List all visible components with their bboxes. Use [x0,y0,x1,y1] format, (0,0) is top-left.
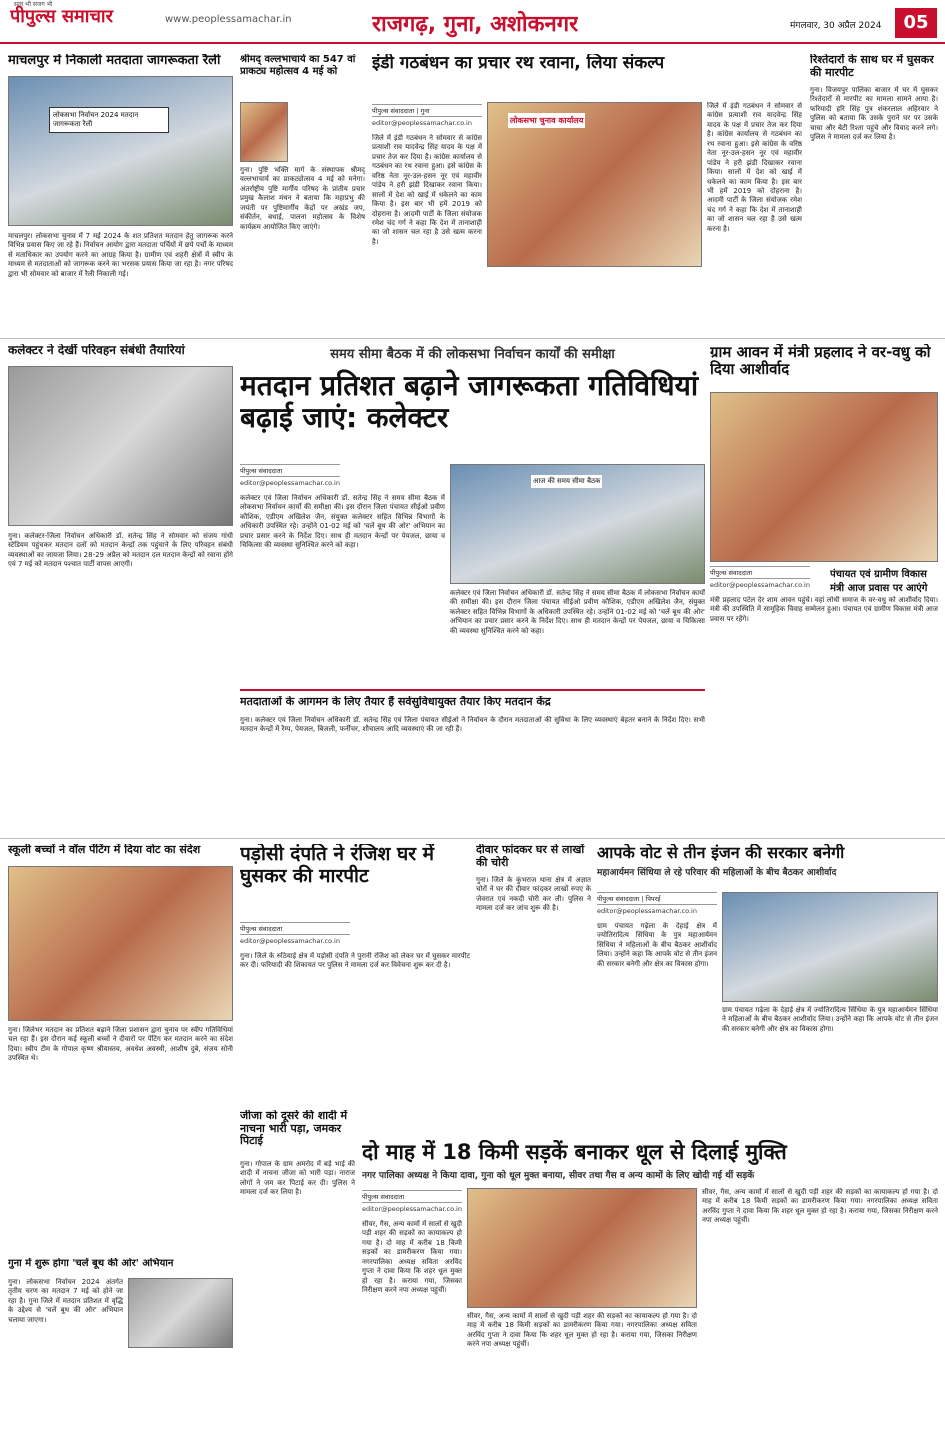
headline: इंडी गठबंधन का प्रचार रथ रवाना, लिया संकल्प [372,54,665,73]
photo-roads [467,1188,697,1308]
email[interactable]: editor@peoplessamachar.co.in [710,581,810,589]
headline: ग्राम आवन में मंत्री प्रहलाद ने वर-वधु को दिया आशीर्वाद [710,344,931,379]
headline: रिश्तेदारों के साथ घर में घुसकर की मारपीट [810,54,934,79]
photo-scindia [722,892,938,1002]
article-text: गुना। पुष्टि भक्ति मार्ग के संस्थापक श्रीमद् वल्लभाचार्य का प्राकट्योत्सव 4 मई को मनेगा। अंतर्राष्ट्रीय पुष्टि मार्गीय परिषद के प्रांतीय प्रचार प्रमुख कैलाश मंथन ने बताया कि महाप्रभु की जयंती पर पुष्टिमार्गीय केंद्रों पर अखंड जप, संकीर्तन, बधाई, पालना महोत्सव के विशेष कार्यक्रम आयोजित किए जाएंगे। [240,166,365,231]
issue-date: मंगलवार, 30 अप्रैल 2024 [790,21,882,31]
divider [0,838,945,839]
region-title: राजगढ़, गुना, अशोकनगर [372,12,579,37]
article-indi: इंडी गठबंधन का प्रचार रथ रवाना, लिया संकल्प पीपुल्स संवाददाता | गुना editor@peoplessamachar.co.in लोकसभा चुनाव कार्यालय जिले में इंडी गठबंधन ने सोमवार से कांग्रेस प्रत्याशी राव यादवेन्द्र सिंह यादव के पक्ष में प्रचार तेज कर दिया है। कांग्रेस कार्यालय से गठबंधन का रथ रवाना हुआ। इसे कांग्रेस के वरिष्ठ नेता नूर-उल-हसन नूर एवं महावीर पांडेय ने हरी झंडी दिखाकर रवाना किया। सालों में देश को खाई में धकेलने का काम किया है। इस बार भी हमें 2019 को दोहराना है। आदमी पार्टी के जिला संयोजक रमेश चंद गर्ग ने कहा कि देश में तानाशाही का जो शासन चल रहा है उसे खत्म करना है। जिले में इंडी गठबंधन ने सोमवार से कांग्रेस प्रत्याशी राव यादवेन्द्र सिंह यादव के पक्ष में प्रचार तेज कर दिया है। कांग्रेस कार्यालय से गठबंधन का रथ रवाना हुआ। इसे कांग्रेस के वरिष्ठ नेता नूर-उल-हसन नूर एवं महावीर पांडेय ने हरी झंडी दिखाकर रवाना किया। सालों में देश को खाई में धकेलने का काम किया है। इस बार भी हमें 2019 को दोहराना है। आदमी पार्टी के जिला संयोजक रमेश चंद गर्ग ने कहा कि देश में तानाशाही का जो शासन चल रहा है उसे खत्म करना है। [372,54,802,334]
masthead [0,0,945,44]
article-text: गुना। विजयपुर पालिका बाजार में घर में घुसकर रिश्तेदारों से मारपीट का मामला सामने आया है। फरियादी हरि सिंह पुत्र शंकरलाल अहिरवार ने पुलिस को बताया कि उसके पुराने घर पर उसके चाचा और बेटी रिश्ता पहुंचे और विवाद करने लगे। पुलिस ने मामला दर्ज कर लिया है। [810,86,938,142]
article-text: जिले में इंडी गठबंधन ने सोमवार से कांग्रेस प्रत्याशी राव यादवेन्द्र सिंह यादव के पक्ष में प्रचार तेज कर दिया है। कांग्रेस कार्यालय से गठबंधन का रथ रवाना हुआ। इसे कांग्रेस के वरिष्ठ नेता नूर-उल-हसन नूर एवं महावीर पांडेय ने हरी झंडी दिखाकर रवाना किया। सालों में देश को खाई में धकेलने का काम किया है। इस बार भी हमें 2019 को दोहराना है। आदमी पार्टी के जिला संयोजक रमेश चंद गर्ग ने कहा कि देश में तानाशाही का जो शासन चल रहा है उसे खत्म करना है। [372,134,482,246]
article-roads [362,1140,938,1440]
article-neighbors [240,844,470,1104]
article-text-cont: सीवर, गैस, अन्य कामों में सालों से खुदी पड़ी शहर की सड़कों का कायाकल्प हो गया है। दो माह में करीब 18 किमी सड़कों का डामरीकरण किया गया। नगरपालिका अध्यक्ष सविता अरविंद गुप्ता ने दावा किया कि शहर धूल मुक्त हो रहा है। कराया गया, जिसका निरीक्षण करने नपा अध्यक्ष पहुंचीं। [467,1312,697,1349]
article-theft [476,844,591,1104]
newspaper-logo: पीपुल्स समाचार [10,6,113,27]
arrival-text: गुना। कलेक्टर एवं जिला निर्वाचन अधिकारी डॉ. सतेन्द्र सिंह एवं जिला पंचायत सीईओ ने निर्वाचन के दौरान मतदाताओं की सुविधा के लिए व्यवस्थाएं बेहतर बनाने के निर्देश दिए। सभी मतदान केन्द्रों में रैम्प, पेयजल, बिजली, फर्नीचर, शौचालय आदि व्यवस्थाएं की जा रही हैं। [240,716,705,734]
photo-prahlad [710,392,938,562]
divider [0,338,945,339]
divider [240,689,705,691]
tagline: सत्य भी सजग भी [14,1,53,8]
byline: पीपुल्स संवाददाता [597,895,640,903]
article-text-cont: ग्राम पंचायत गढ़ेला के देहाई क्षेत्र में ज्योतिरादित्य सिंधिया के पुत्र महाआर्यमन सिंधिया ने महिलाओं के बीच बैठकर आशीर्वाद लिया। उन्होंने कहा कि आपके वोट से तीन इंजन की सरकार बनेगी और क्षेत्र का विकास होगा। [722,1006,938,1033]
email[interactable]: editor@peoplessamachar.co.in [597,907,697,915]
article-text: मंत्री प्रहलाद पटेल देर शाम आवन पहुंचे। वहां लोधी समाज के वर-वधु को आशीर्वाद दिया। मंत्री की उपस्थिति में सामूहिक विवाह सम्मेलन हुआ। पंचायत एवं ग्रामीण विकास मंत्री आज प्रवास पर रहेंगे। [710,596,938,623]
article-text: माचलपुर। लोकसभा चुनाव में 7 मई 2024 के शत प्रतिशत मतदान हेतु जागरूक करने विभिन्न प्रयास किए जा रहे हैं। निर्वाचन आयोग द्वारा मतदाता पर्चियों में छपे पर्चों के माध्यम से मताधिकार का उपयोग करने का आग्रह किया है। ग्रामीण एवं शहरी क्षेत्रों में स्वीप के माध्यम से मतदाताओं को जागरूक करने का भरसक प्रयास किया जा रहा है। नगर परिषद द्वारा भी सोमवार को बाजार में रैली निकाली गई। [8,232,233,278]
email[interactable]: editor@peoplessamachar.co.in [372,119,472,127]
article-text-cont: जिले में इंडी गठबंधन ने सोमवार से कांग्रेस प्रत्याशी राव यादवेन्द्र सिंह यादव के पक्ष में प्रचार तेज कर दिया है। कांग्रेस कार्यालय से गठबंधन का रथ रवाना हुआ। इसे कांग्रेस के वरिष्ठ नेता नूर-उल-हसन नूर एवं महावीर पांडेय ने हरी झंडी दिखाकर रवाना किया। सालों में देश को खाई में धकेलने का काम किया है। इस बार भी हमें 2019 को दोहराना है। आदमी पार्टी के जिला संयोजक रमेश चंद गर्ग ने कहा कि देश में तानाशाही का जो शासन चल रहा है उसे खत्म करना है। [707,102,802,233]
subheadline: नगर पालिका अध्यक्ष ने किया दावा, गुना को धूल मुक्त बनाया, सीवर तथा गैस व अन्य कामों के लिए खोदी गई थीं सड़कें [362,1171,755,1182]
photo-vallabh [240,102,288,162]
article-vallabh [240,54,365,334]
photo-booth [128,1278,233,1348]
headline: कलेक्टर ने देखीं परिवहन संबंधी तैयारियां [8,344,185,357]
dateline: गुना [420,107,430,115]
article-wall [8,844,233,1254]
photo-review [450,464,705,584]
byline: पीपुल्स संवाददाता [240,922,350,935]
kicker: समय सीमा बैठक में की लोकसभा निर्वाचन कार्यों की समीक्षा [330,347,615,362]
article-relatives [810,54,938,334]
rally-banner: लोकसभा निर्वाचन 2024 मतदान जागरूकता रैली [49,107,169,133]
headline: श्रीमद् वल्लभाचार्य का 547 वां प्राकट्य महोत्सव 4 मई को [240,54,356,77]
article-text-cont-2: सीवर, गैस, अन्य कामों में सालों से खुदी पड़ी शहर की सड़कों का कायाकल्प हो गया है। दो माह में करीब 18 किमी सड़कों का डामरीकरण किया गया। नगरपालिका अध्यक्ष सविता अरविंद गुप्ता ने दावा किया कि शहर धूल मुक्त हो रहा है। कराया गया, जिसका निरीक्षण करने नपा अध्यक्ष पहुंचीं। [702,1188,938,1225]
email[interactable]: editor@peoplessamachar.co.in [240,479,340,487]
headline: दो माह में 18 किमी सड़कें बनाकर धूल से दिलाई मुक्ति [362,1140,787,1164]
headline: आपके वोट से तीन इंजन की सरकार बनेगी [597,844,845,862]
headline: गुना में शुरू होगा 'चलें बूथ की ओर' अभियान [8,1258,174,1269]
article-booth [8,1258,233,1438]
arrival-headline: मतदाताओं के आगमन के लिए तैयार हैं सर्वसुविधायुक्त तैयार किए मतदान केंद्र [240,696,551,708]
article-rally [8,54,233,334]
article-jija [240,1110,355,1440]
email[interactable]: editor@peoplessamachar.co.in [362,1205,462,1213]
article-text: कलेक्टर एवं जिला निर्वाचन अधिकारी डॉ. सतेन्द्र सिंह ने समय सीमा बैठक में लोकसभा निर्वाचन कार्यों की समीक्षा की। इस दौरान जिला पंचायत सीईओ प्रवीण कौशिक, एडीएम अखिलेश जैन, संयुक्त कलेक्टर सहित विभिन्न विभागों के अधिकारी उपस्थित रहे। उन्होंने 01-02 मई को 'चलें बूथ की ओर' अभियान का प्रचार प्रसार करने के निर्देश दिए। साथ ही मतदान केन्द्रों पर पेयजल, छाया व चिकित्सा की व्यवस्था सुनिश्चित करने को कहा। [240,494,445,550]
page-number: 05 [895,8,937,38]
byline: पीपुल्स संवाददाता [362,1190,462,1203]
screen-label: आज की समय सीमा बैठक [531,475,602,488]
subheadline: महाआर्यमन सिंधिया ले रहे परिवार की महिलाओं के बीच बैठकर आशीर्वाद [597,868,837,879]
photo-indi [487,102,702,267]
headline: पड़ोसी दंपति ने रंजिश घर में घुसकर की मारपीट [240,844,434,887]
photo-wall [8,866,233,1021]
article-text: गुना। लोकसभा निर्वाचन 2024 अंतर्गत तृतीय चरण का मतदान 7 मई को होने जा रहा है। गुना जिले में मतदान प्रतिशत में वृद्धि के उद्देश्य से 'चलें बूथ की ओर' अभियान चलाया जाएगा। [8,1278,123,1324]
headline: माचलपुर में निकाली मतदाता जागरूकता रैली [8,54,221,68]
photo-transport [8,366,233,526]
article-text: सीवर, गैस, अन्य कामों में सालों से खुदी पड़ी शहर की सड़कों का कायाकल्प हो गया है। दो माह में करीब 18 किमी सड़कों का डामरीकरण किया गया। नगरपालिका अध्यक्ष सविता अरविंद गुप्ता ने दावा किया कि शहर धूल मुक्त हो रहा है। कराया गया, जिसका निरीक्षण करने नपा अध्यक्ष पहुंचीं। [362,1220,462,1295]
byline: पीपुल्स संवाददाता [710,566,810,579]
byline: पीपुल्स संवाददाता [240,464,340,477]
article-text: गुना। गोपाल के ग्राम अमरोद में बड़े भाई की शादी में नाचना जीजा को भारी पड़ा। नाराज लोगों ने जम कर पिटाई कर दी। पुलिस ने मामला दर्ज कर लिया है। [240,1160,355,1197]
article-text: गुना। जिले के कुंभराज थाना क्षेत्र में अज्ञात चोरों ने घर की दीवार फांदकर लाखों रुपए के जेवरात एवं नकदी चोरी कर ली। पुलिस ने मामला दर्ज कर जांच शुरू की है। [476,876,591,913]
headline: मतदान प्रतिशत बढ़ाने जागरूकता गतिविधियां बढ़ाई जाएं: कलेक्टर [240,369,699,435]
email[interactable]: editor@peoplessamachar.co.in [240,937,340,945]
article-text: गुना। जिले के रुठियाई क्षेत्र में पड़ोसी दंपति ने पुरानी रंजिश को लेकर घर में घुसकर मारपीट कर दी। फरियादी की शिकायत पर पुलिस ने मामला दर्ज कर विवेचना शुरू कर दी है। [240,952,470,970]
article-text: गुना। जिलेभर मतदान का प्रतिशत बढ़ाने जिला प्रशासन द्वारा चुनाव पर स्वीप गतिविधियां चल रहा हैं। इस दौरान कई स्कूली बच्चों ने दीवारों पर पेंटिंग कर मतदान करने का संदेश दिया। स्वीप टीम के गोपाल कृष्ण श्रीवास्तव, अवधेश अवस्थी, आशीष दुबे, संजय सोनी उपस्थित थे। [8,1026,233,1063]
photo-sign: लोकसभा चुनाव कार्यालय [508,113,585,128]
article-transport [8,344,233,834]
photo-rally [8,76,233,226]
article-review [240,344,705,834]
dateline: पिपरई [645,895,661,903]
website-url: www.peoplessamachar.in [165,14,292,25]
byline: पीपुल्स संवाददाता [372,107,415,115]
headline: दीवार फांदकर घर से लाखों की चोरी [476,844,585,869]
article-text: गुना। कलेक्टर-जिला निर्वाचन अधिकारी डॉ. सतेन्द्र सिंह ने सोमवार को संजय गांधी स्टेडियम पहुंचकर मतदान दलों को मतदान केन्द्रों तक पहुंचाने के लिए परिवहन संबंधी व्यवस्थाओं का जायजा लिया। 28-29 अप्रैल को मतदान दल मतदान केन्द्रों को रवाना होंगे एवं 7 मई को मतदान पश्चात पार्टी वापस आएगी। [8,532,233,569]
article-text-cont: कलेक्टर एवं जिला निर्वाचन अधिकारी डॉ. सतेन्द्र सिंह ने समय सीमा बैठक में लोकसभा निर्वाचन कार्यों की समीक्षा की। इस दौरान जिला पंचायत सीईओ प्रवीण कौशिक, एडीएम अखिलेश जैन, संयुक्त कलेक्टर सहित विभिन्न विभागों के अधिकारी उपस्थित रहे। उन्होंने 01-02 मई को 'चलें बूथ की ओर' अभियान का प्रचार प्रसार करने के निर्देश दिए। साथ ही मतदान केन्द्रों पर पेयजल, छाया व चिकित्सा की व्यवस्था सुनिश्चित करने को कहा। [450,589,705,635]
headline: जीजा को दूसरे की शादी में नाचना भारी पड़ा, जमकर पिटाई [240,1110,348,1148]
article-prahlad [710,344,938,834]
article-text: ग्राम पंचायत गढ़ेला के देहाई क्षेत्र में ज्योतिरादित्य सिंधिया के पुत्र महाआर्यमन सिंधिया ने महिलाओं के बीच बैठकर आशीर्वाद लिया। उन्होंने कहा कि आपके वोट से तीन इंजन की सरकार बनेगी और क्षेत्र का विकास होगा। [597,922,717,968]
headline: स्कूली बच्चों ने वॉल पेंटिंग में दिया वोट का संदेश [8,844,201,856]
article-scindia: आपके वोट से तीन इंजन की सरकार बनेगी महाआर्यमन सिंधिया ले रहे परिवार की महिलाओं के बीच बैठकर आशीर्वाद पीपुल्स संवाददाता | पिपरई editor@peoplessamachar.co.in ग्राम पंचायत गढ़ेला के देहाई क्षेत्र में ज्योतिरादित्य सिंधिया के पुत्र महाआर्यमन सिंधिया ने महिलाओं के बीच बैठकर आशीर्वाद लिया। उन्होंने कहा कि आपके वोट से तीन इंजन की सरकार बनेगी और क्षेत्र का विकास होगा। ग्राम पंचायत गढ़ेला के देहाई क्षेत्र में ज्योतिरादित्य सिंधिया के पुत्र महाआर्यमन सिंधिया ने महिलाओं के बीच बैठकर आशीर्वाद लिया। उन्होंने कहा कि आपके वोट से तीन इंजन की सरकार बनेगी और क्षेत्र का विकास होगा। [597,844,938,1134]
sidebar-headline: पंचायत एवं ग्रामीण विकास मंत्री आज प्रवास पर आएंगे [830,569,928,594]
